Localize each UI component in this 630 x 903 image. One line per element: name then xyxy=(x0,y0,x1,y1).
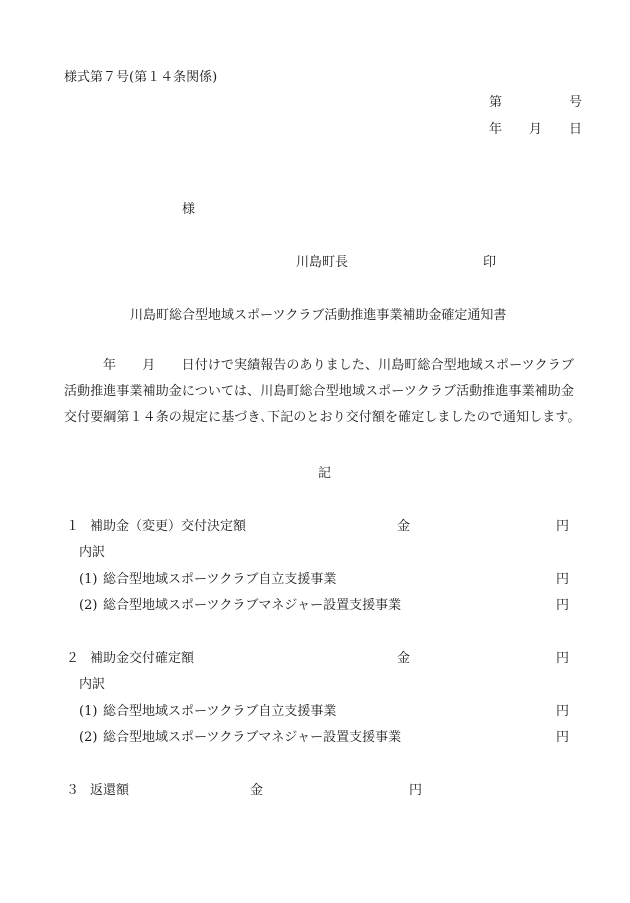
item1-kin: 金 xyxy=(397,519,411,534)
item3-number: ３ xyxy=(66,783,80,798)
item2-label: 補助金交付確定額 xyxy=(90,651,195,666)
item2-sub2-num: (2) xyxy=(79,730,98,745)
form-label: 様式第７号(第１４条関係) xyxy=(64,70,218,85)
item1-sub2-label: 総合型地域スポーツクラブマネジャー設置支援事業 xyxy=(103,598,402,613)
doc-number-prefix: 第 xyxy=(489,95,503,110)
item1-label: 補助金（変更）交付決定額 xyxy=(90,519,247,534)
ki-marker: 記 xyxy=(318,466,332,481)
item1-sub2-num: (2) xyxy=(79,598,98,613)
item3-label: 返還額 xyxy=(90,783,130,798)
item1-sub1-yen: 円 xyxy=(556,572,570,587)
doc-number-suffix: 号 xyxy=(569,95,583,110)
item2-sub2-label: 総合型地域スポーツクラブマネジャー設置支援事業 xyxy=(103,730,402,745)
item2-breakdown-label: 内訳 xyxy=(79,677,106,692)
item3-yen: 円 xyxy=(409,783,423,798)
item3-kin: 金 xyxy=(250,783,264,798)
item2-sub2-yen: 円 xyxy=(556,730,570,745)
item1-sub1-label: 総合型地域スポーツクラブ自立支援事業 xyxy=(103,572,337,587)
item1-number: １ xyxy=(66,519,80,534)
issuer-seal: 印 xyxy=(483,255,497,270)
item2-yen: 円 xyxy=(556,651,570,666)
item2-sub1-num: (1) xyxy=(79,704,98,719)
item1-sub1-num: (1) xyxy=(79,572,98,587)
item2-kin: 金 xyxy=(397,651,411,666)
date-year: 年 xyxy=(489,122,503,137)
item2-sub1-label: 総合型地域スポーツクラブ自立支援事業 xyxy=(103,704,337,719)
item1-yen: 円 xyxy=(556,519,570,534)
date-month: 月 xyxy=(529,122,543,137)
issuer-name: 川島町長 xyxy=(296,255,349,270)
item2-sub1-yen: 円 xyxy=(556,704,570,719)
document-title: 川島町総合型地域スポーツクラブ活動推進事業補助金確定通知書 xyxy=(130,308,507,323)
item2-number: ２ xyxy=(66,651,80,666)
item1-sub2-yen: 円 xyxy=(556,598,570,613)
date-day: 日 xyxy=(569,122,583,137)
addressee-suffix: 様 xyxy=(182,202,196,217)
item1-breakdown-label: 内訳 xyxy=(79,545,106,560)
body-paragraph: 年 月 日付けで実績報告のありました、川島町総合型地域スポーツクラブ活動推進事業補助金については、川島町総合型地域スポーツクラブ活動推進事業補助金交付要綱第１４条の規定に基づき､下記のとおり交付額を確定しましたので通知します。 xyxy=(64,358,581,425)
